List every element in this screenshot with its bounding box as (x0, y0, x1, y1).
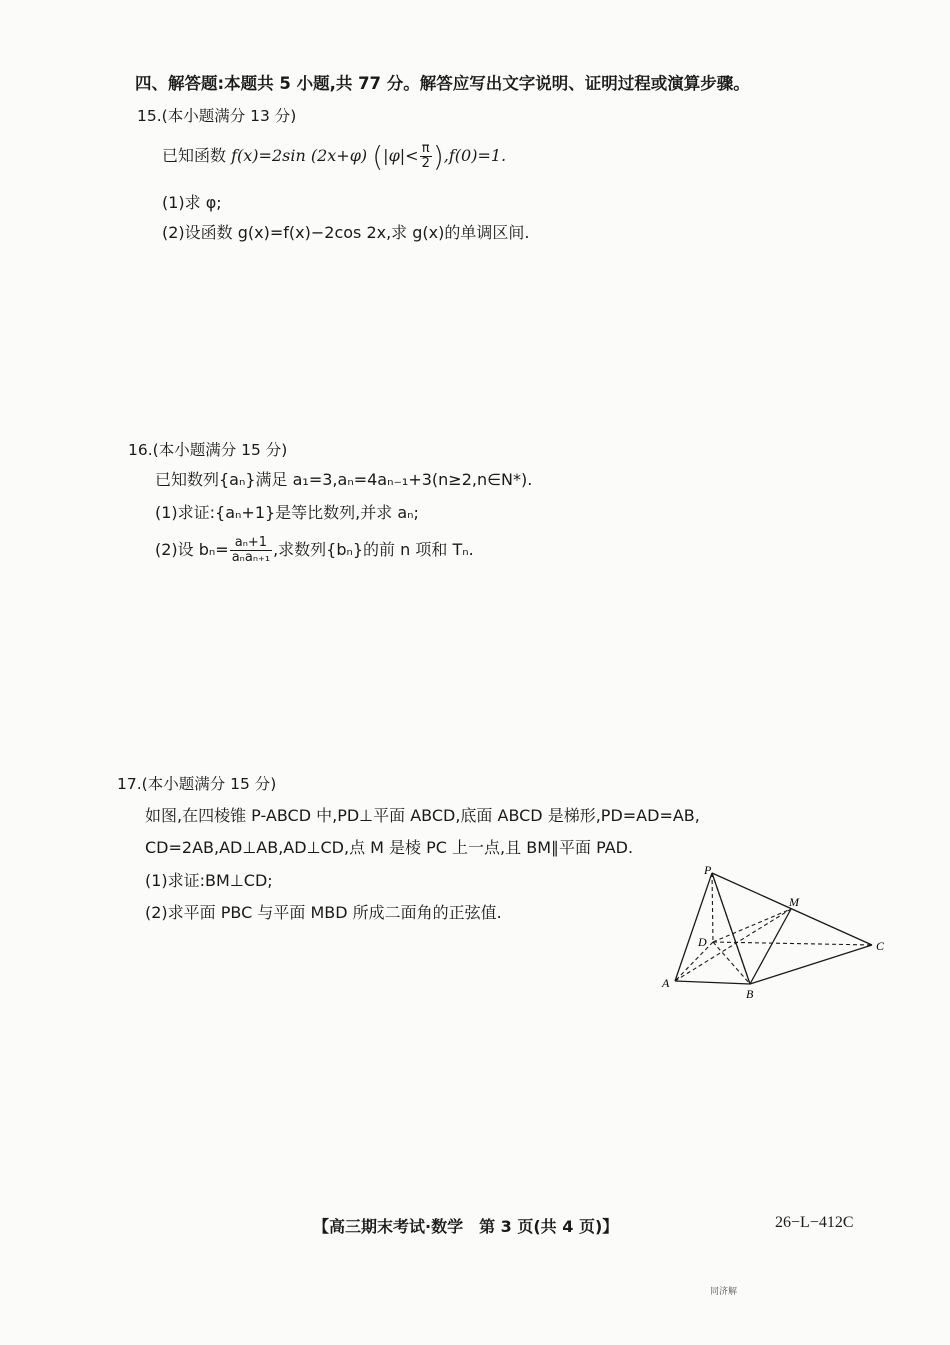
q16-part-2-prefix: (2)设 bₙ= (155, 540, 229, 559)
q15-function-expr: f(x)=2sin (2x+φ) (231, 146, 368, 165)
q15-part-2: (2)设函数 g(x)=f(x)−2cos 2x,求 g(x)的单调区间. (162, 223, 530, 242)
q15-statement-prefix: 已知函数 (162, 146, 227, 165)
q16-heading: 16.(本小题满分 15 分) (128, 441, 288, 459)
q16-fraction-denominator: aₙaₙ₊₁ (231, 550, 271, 565)
q16-statement: 已知数列{aₙ}满足 a₁=3,aₙ=4aₙ₋₁+3(n≥2,n∈N*). (155, 470, 533, 489)
q17-statement-line-1: 如图,在四棱锥 P-ABCD 中,PD⊥平面 ABCD,底面 ABCD 是梯形,PD=AD=AB, (145, 806, 700, 825)
label-D: D (698, 935, 707, 949)
label-M: M (789, 895, 799, 909)
q16-part-2-suffix: ,求数列{bₙ}的前 n 项和 Tₙ. (273, 540, 474, 559)
q15-f0-condition: ,f(0)=1. (443, 146, 507, 165)
label-P: P (704, 863, 712, 877)
label-A: A (662, 976, 670, 990)
edge-PA (675, 873, 712, 981)
q17-heading: 17.(本小题满分 15 分) (117, 775, 277, 793)
section-header: 四、解答题:本题共 5 小题,共 77 分。解答应写出文字说明、证明过程或演算步骤。 (135, 74, 750, 93)
q15-phi-condition: |φ|< (383, 146, 419, 165)
q16-fraction-numerator: aₙ+1 (230, 536, 272, 551)
q15-fraction-denominator: 2 (421, 156, 430, 171)
q17-part-2: (2)求平面 PBC 与平面 MBD 所成二面角的正弦值. (145, 903, 502, 922)
edge-AB (675, 981, 750, 984)
page-footer-title: 【高三期末考试·数学 第 3 页(共 4 页)】 (313, 1217, 619, 1236)
bottom-stamp: 同济解 (710, 1287, 738, 1297)
q15-part-1: (1)求 φ; (162, 193, 222, 212)
q15-left-paren: ( (372, 140, 384, 173)
q15-fraction-numerator: π (420, 142, 432, 157)
edge-PC (712, 873, 872, 945)
q16-bn-fraction (230, 536, 272, 565)
q16-part-2 (155, 536, 474, 565)
q15-heading: 15.(本小题满分 13 分) (137, 107, 297, 125)
paper-code: 26−L−412C (775, 1214, 854, 1231)
pyramid-figure (650, 860, 900, 1010)
label-C: C (876, 939, 885, 953)
edge-AM (675, 909, 791, 981)
edge-PB-inner (712, 873, 750, 984)
q17-statement-line-2: CD=2AB,AD⊥AB,AD⊥CD,点 M 是棱 PC 上一点,且 BM∥平面 PAD. (145, 838, 634, 857)
q17-part-1: (1)求证:BM⊥CD; (145, 871, 273, 890)
edge-DM (713, 909, 791, 942)
q15-right-paren: ) (432, 140, 444, 173)
q16-part-1: (1)求证:{aₙ+1}是等比数列,并求 aₙ; (155, 503, 419, 522)
label-B: B (746, 987, 754, 1001)
edge-DB (713, 942, 750, 984)
q15-statement (162, 140, 506, 173)
q15-pi-over-2-fraction (420, 142, 432, 171)
edge-PD (712, 873, 713, 942)
